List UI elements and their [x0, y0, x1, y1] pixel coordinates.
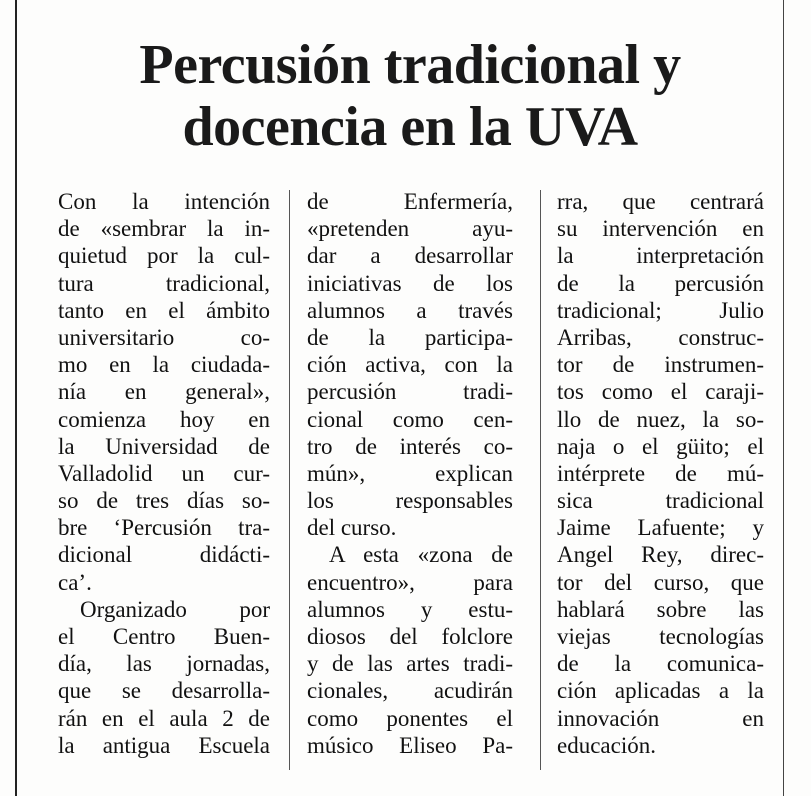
- text-line: llo de nuez, la so-: [557, 406, 764, 432]
- text-line: la Universidad de: [58, 433, 270, 459]
- article-column-1: [58, 188, 270, 759]
- text-line: rán en el aula 2 de: [58, 705, 270, 731]
- headline-line-2: docencia en la UVA: [182, 96, 638, 158]
- text-line: innovación en: [557, 705, 764, 731]
- text-line: de «sembrar la in-: [58, 216, 270, 242]
- text-line: tanto en el ámbito: [58, 297, 270, 323]
- text-line: Arribas, construc-: [557, 324, 764, 350]
- text-line: percusión tradi-: [307, 379, 513, 405]
- text-line: de la comunica-: [557, 651, 764, 677]
- text-line: alumnos y estu-: [307, 596, 513, 622]
- text-line: viejas tecnologías: [557, 624, 764, 649]
- text-line: el Centro Buen-: [58, 624, 270, 649]
- text-line: la antigua Escuela: [58, 732, 270, 758]
- text-line: Valladolid un cur-: [58, 460, 270, 486]
- text-line: mún», explican: [307, 460, 513, 486]
- text-line: los responsables: [307, 488, 513, 514]
- text-line: Jaime Lafuente; y: [557, 515, 764, 541]
- text-line: cionales, acudirán: [307, 678, 513, 704]
- text-line: día, las jornadas,: [58, 651, 270, 677]
- text-line: comienza hoy en: [58, 406, 270, 432]
- left-column-rule: [15, 0, 17, 796]
- text-line: «pretenden ayu-: [307, 216, 513, 242]
- text-line: iniciativas de los: [307, 270, 513, 296]
- text-line: como ponentes el: [307, 705, 513, 731]
- text-line: tro de interés co-: [307, 433, 513, 459]
- text-line: rra, que centrará: [557, 189, 764, 214]
- text-line: de Enfermería,: [307, 189, 513, 214]
- headline-line-1: Percusión tradicional y: [139, 34, 681, 96]
- text-line: bre ‘Percusión tra-: [58, 515, 270, 541]
- column-gutter-rule: [540, 190, 541, 770]
- text-line: diosos del folclore: [307, 624, 513, 649]
- text-line: Organizado por: [80, 596, 270, 622]
- text-line: tos como el caraji-: [557, 379, 764, 405]
- text-line: tura tradicional,: [58, 270, 270, 296]
- text-line: ción aplicadas a la: [557, 678, 764, 704]
- text-line: dar a desarrollar: [307, 243, 513, 269]
- text-line: que se desarrolla-: [58, 678, 270, 704]
- text-line: tor de instrumen-: [557, 352, 764, 378]
- column-gutter-rule: [289, 190, 290, 770]
- text-line: educación.: [557, 732, 656, 758]
- text-line: intérprete de mú-: [557, 460, 764, 486]
- text-line: la interpretación: [557, 243, 764, 269]
- text-line: del curso.: [307, 515, 397, 541]
- text-line: naja o el güito; el: [557, 433, 764, 459]
- article-column-3: [557, 188, 764, 759]
- text-line: universitario co-: [58, 324, 270, 350]
- text-line: sica tradicional: [557, 488, 764, 514]
- text-line: cional como cen-: [307, 406, 513, 432]
- text-line: Angel Rey, direc-: [557, 542, 764, 568]
- article-column-2: [307, 188, 513, 759]
- text-line: de la percusión: [557, 270, 764, 296]
- text-line: Con la intención: [58, 189, 270, 214]
- headline: [60, 34, 760, 158]
- text-line: de la participa-: [307, 324, 513, 350]
- text-line: ca’.: [58, 569, 92, 595]
- text-line: nía en general»,: [58, 379, 270, 405]
- text-line: dicional didácti-: [58, 542, 270, 568]
- text-line: tradicional; Julio: [557, 297, 764, 323]
- text-line: ción activa, con la: [307, 352, 513, 378]
- text-line: hablará sobre las: [557, 596, 764, 622]
- text-line: alumnos a través: [307, 297, 513, 323]
- text-line: A esta «zona de: [329, 542, 513, 568]
- text-line: mo en la ciudada-: [58, 352, 270, 378]
- text-line: tor del curso, que: [557, 569, 764, 595]
- text-line: so de tres días so-: [58, 488, 270, 514]
- text-line: músico Eliseo Pa-: [307, 732, 513, 758]
- text-line: quietud por la cul-: [58, 243, 270, 269]
- text-line: su intervención en: [557, 216, 764, 242]
- right-column-rule: [783, 0, 784, 796]
- text-line: encuentro», para: [307, 569, 513, 595]
- text-line: y de las artes tradi-: [307, 651, 513, 677]
